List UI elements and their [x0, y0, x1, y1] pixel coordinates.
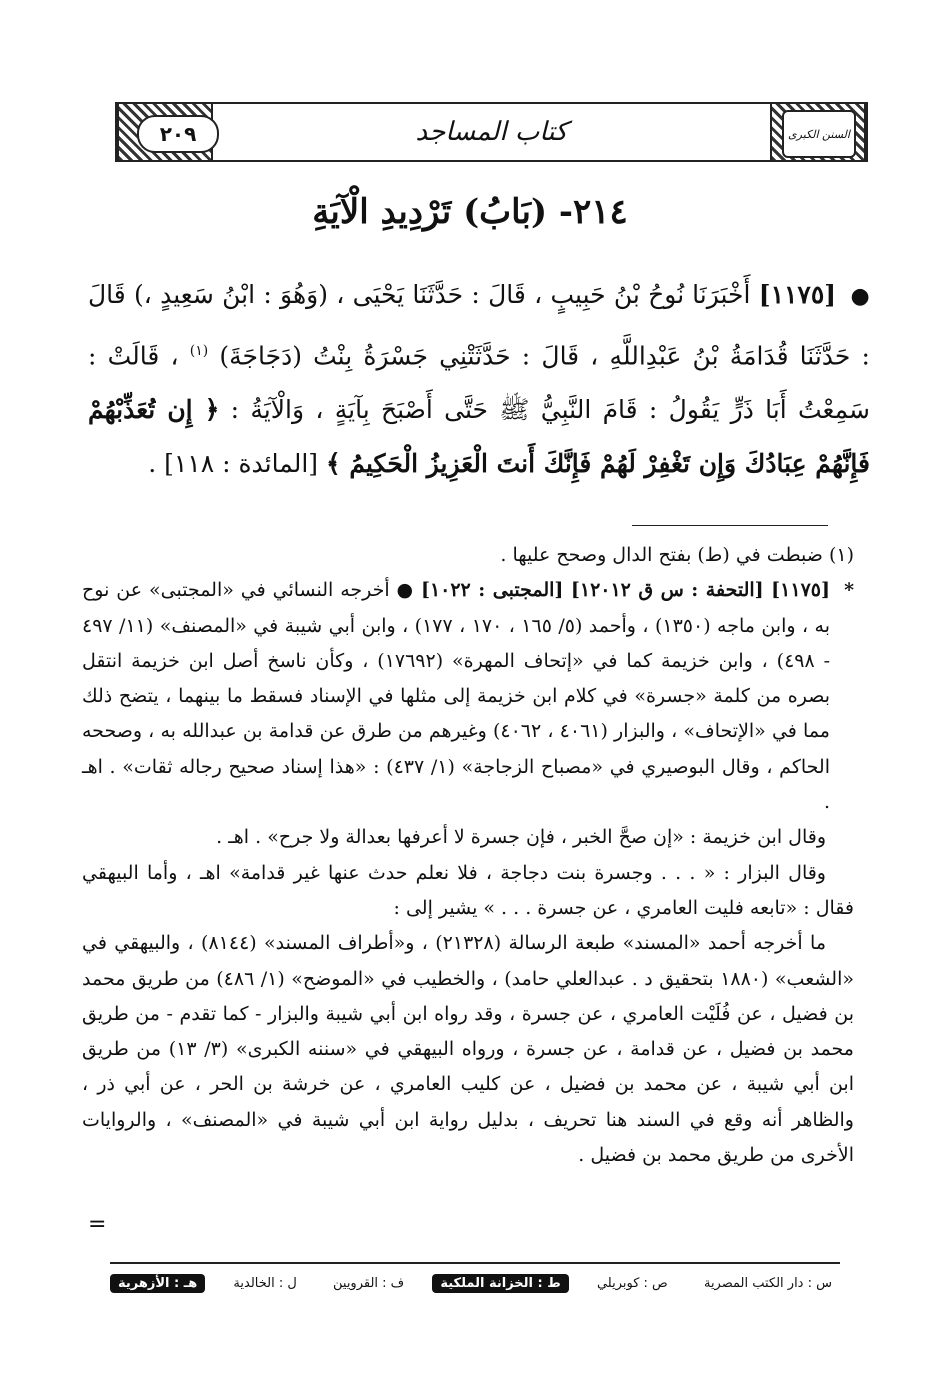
takhrij-paragraph [82, 573, 854, 820]
takhrij-star: * [844, 579, 854, 602]
legend-s-kubrili: ص : كوبريلي [596, 1275, 668, 1291]
footnote-divider [632, 525, 828, 526]
continuation-mark: = [88, 1212, 107, 1237]
footnote-ref: (١) [189, 343, 209, 359]
hadith-number: [١١٧٥] [758, 280, 837, 309]
hadith-bullet: ● [850, 284, 870, 309]
quran-verse: ﴿ إِن تُعَذِّبْهُمْ فَإِنَّهُمْ عِبَادُكَ وَإِن تَغْفِرْ لَهُمْ فَإِنَّكَ أَنتَ الْعَزِيزُ الْحَكِيمُ ﴾ [88, 395, 870, 479]
book-seal-logo [782, 110, 856, 158]
ahmad-note: ما أخرجه أحمد «المسند» طبعة الرسالة (٢١٣٢٨) ، و«أطراف المسند» (٨١٤٤) ، والبيهقي في «الشعب» (١٨٨٠ بتحقيق د . عبدالعلي حامد) ، والخطيب في «الموضح» (١/ ٤٨٦) من طريق محمد بن فضيل ، عن فُلَيْت العامري ، عن جسرة ، وقد رواه ابن أبي شيبة والبزار - كما تقدم - من طريق محمد بن فضيل ، عن قدامة ، عن جسرة ، ورواه البيهقي في «سننه الكبرى» (٣/ ١٣) من طريق ابن أبي شيبة ، عن محمد بن فضيل ، عن كليب العامري ، عن خرشة بن الحر ، عن أبي ذر ، والظاهر أنه وقع في السند هنا تحريف ، بدليل رواية ابن أبي شيبة في «المصنف» ، والروايات الأخرى من طريق محمد بن فضيل . [82, 932, 855, 1167]
bazzar-note: وقال البزار : « . . . وجسرة بنت دجاجة ، فلا نعلم حدث عنها غير قدامة» اهـ ، وأما البيهقي فقال : «تابعه فليت العامري ، عن جسرة . . . » يشير إلى : [82, 861, 854, 919]
takhrij-body: ● أخرجه النسائي في «المجتبى» عن نوح به ، وابن ماجه (١٣٥٠) ، وأحمد (٥/ ١٦٥ ، ١٧٠ ، ١٧٧) ، وابن أبي شيبة في «المصنف» (١١/ ٤٩٧ - ٤٩٨) ، وابن خزيمة كما في «إتحاف المهرة» (١٧٦٩٢) ، وكأن ناسخ أصل ابن خزيمة انتقل بصره من كلمة «جسرة» في كلام ابن خزيمة إلى مثلها في الإسناد فسقط ما بينهما ، يتضح ذلك مما في «الإتحاف» ، والبزار (٤٠٦١ ، ٤٠٦٢) وغيرهم من طرق عن قدامة بن عبدالله به ، وصححه الحاكم ، وقال البوصيري في «مصباح الزجاجة» (١/ ٤٣٧) : «هذا إسناد صحيح رجاله ثقات» . اهـ . [82, 579, 830, 814]
seal-text: السنن الكبرى [788, 127, 850, 141]
footnote-1: (١) ضبطت في (ط) بفتح الدال وصحح عليها . [500, 544, 854, 566]
manuscript-legend [110, 1268, 840, 1298]
footer-divider [110, 1262, 840, 1264]
legend-f: ف : القرويين [333, 1275, 405, 1291]
page-number: ٢٠٩ [137, 115, 219, 153]
quran-reference: [المائدة : ١١٨] . [148, 449, 319, 479]
ibn-khuzaymah-note: وقال ابن خزيمة : «إن صحَّ الخبر ، فإن جسرة لا أعرفها بعدالة ولا جرح» . اهـ . [216, 826, 826, 849]
legend-t: ط : الخزانة الملكية [432, 1274, 568, 1293]
book-title: كتاب المساجد [415, 117, 568, 147]
legend-l: ل : الخالدية [233, 1275, 297, 1291]
legend-h: هـ : الأزهرية [110, 1274, 205, 1293]
header-ornament-left [117, 104, 213, 160]
hadith-text [88, 268, 870, 491]
header-ornament-right [770, 104, 866, 160]
legend-s: س : دار الكتب المصرية [703, 1275, 832, 1291]
hadith-isnad: أَخْبَرَنَا نُوحُ بْنُ حَبِيبٍ ، قَالَ : حَدَّثَنَا يَحْيَى ، (وَهُوَ : ابْنُ سَعِيدٍ ،) قَالَ : حَدَّثَنَا قُدَامَةُ بْنُ عَبْدِاللَّهِ ، قَالَ : حَدَّثَتْنِي جَسْرَةُ بِنْتُ (دَجَاجَةَ) [88, 280, 870, 371]
chapter-title: ٢١٤- (بَابُ) تَرْدِيدِ الْآيَةِ [312, 192, 628, 232]
footnotes-section [82, 538, 854, 1173]
page-header [115, 102, 868, 162]
takhrij-head: [١١٧٥] [التحفة : س ق ١٢٠١٢] [المجتبى : ١٠٢٢] [420, 579, 830, 602]
hadith-matn: ، قَالَتْ : سَمِعْتُ أَبَا ذَرٍّ يَقُولُ : قَامَ النَّبِيُّ ﷺ حَتَّى أَصْبَحَ بِآيَةٍ ، وَالْآيَةُ : [88, 341, 871, 425]
